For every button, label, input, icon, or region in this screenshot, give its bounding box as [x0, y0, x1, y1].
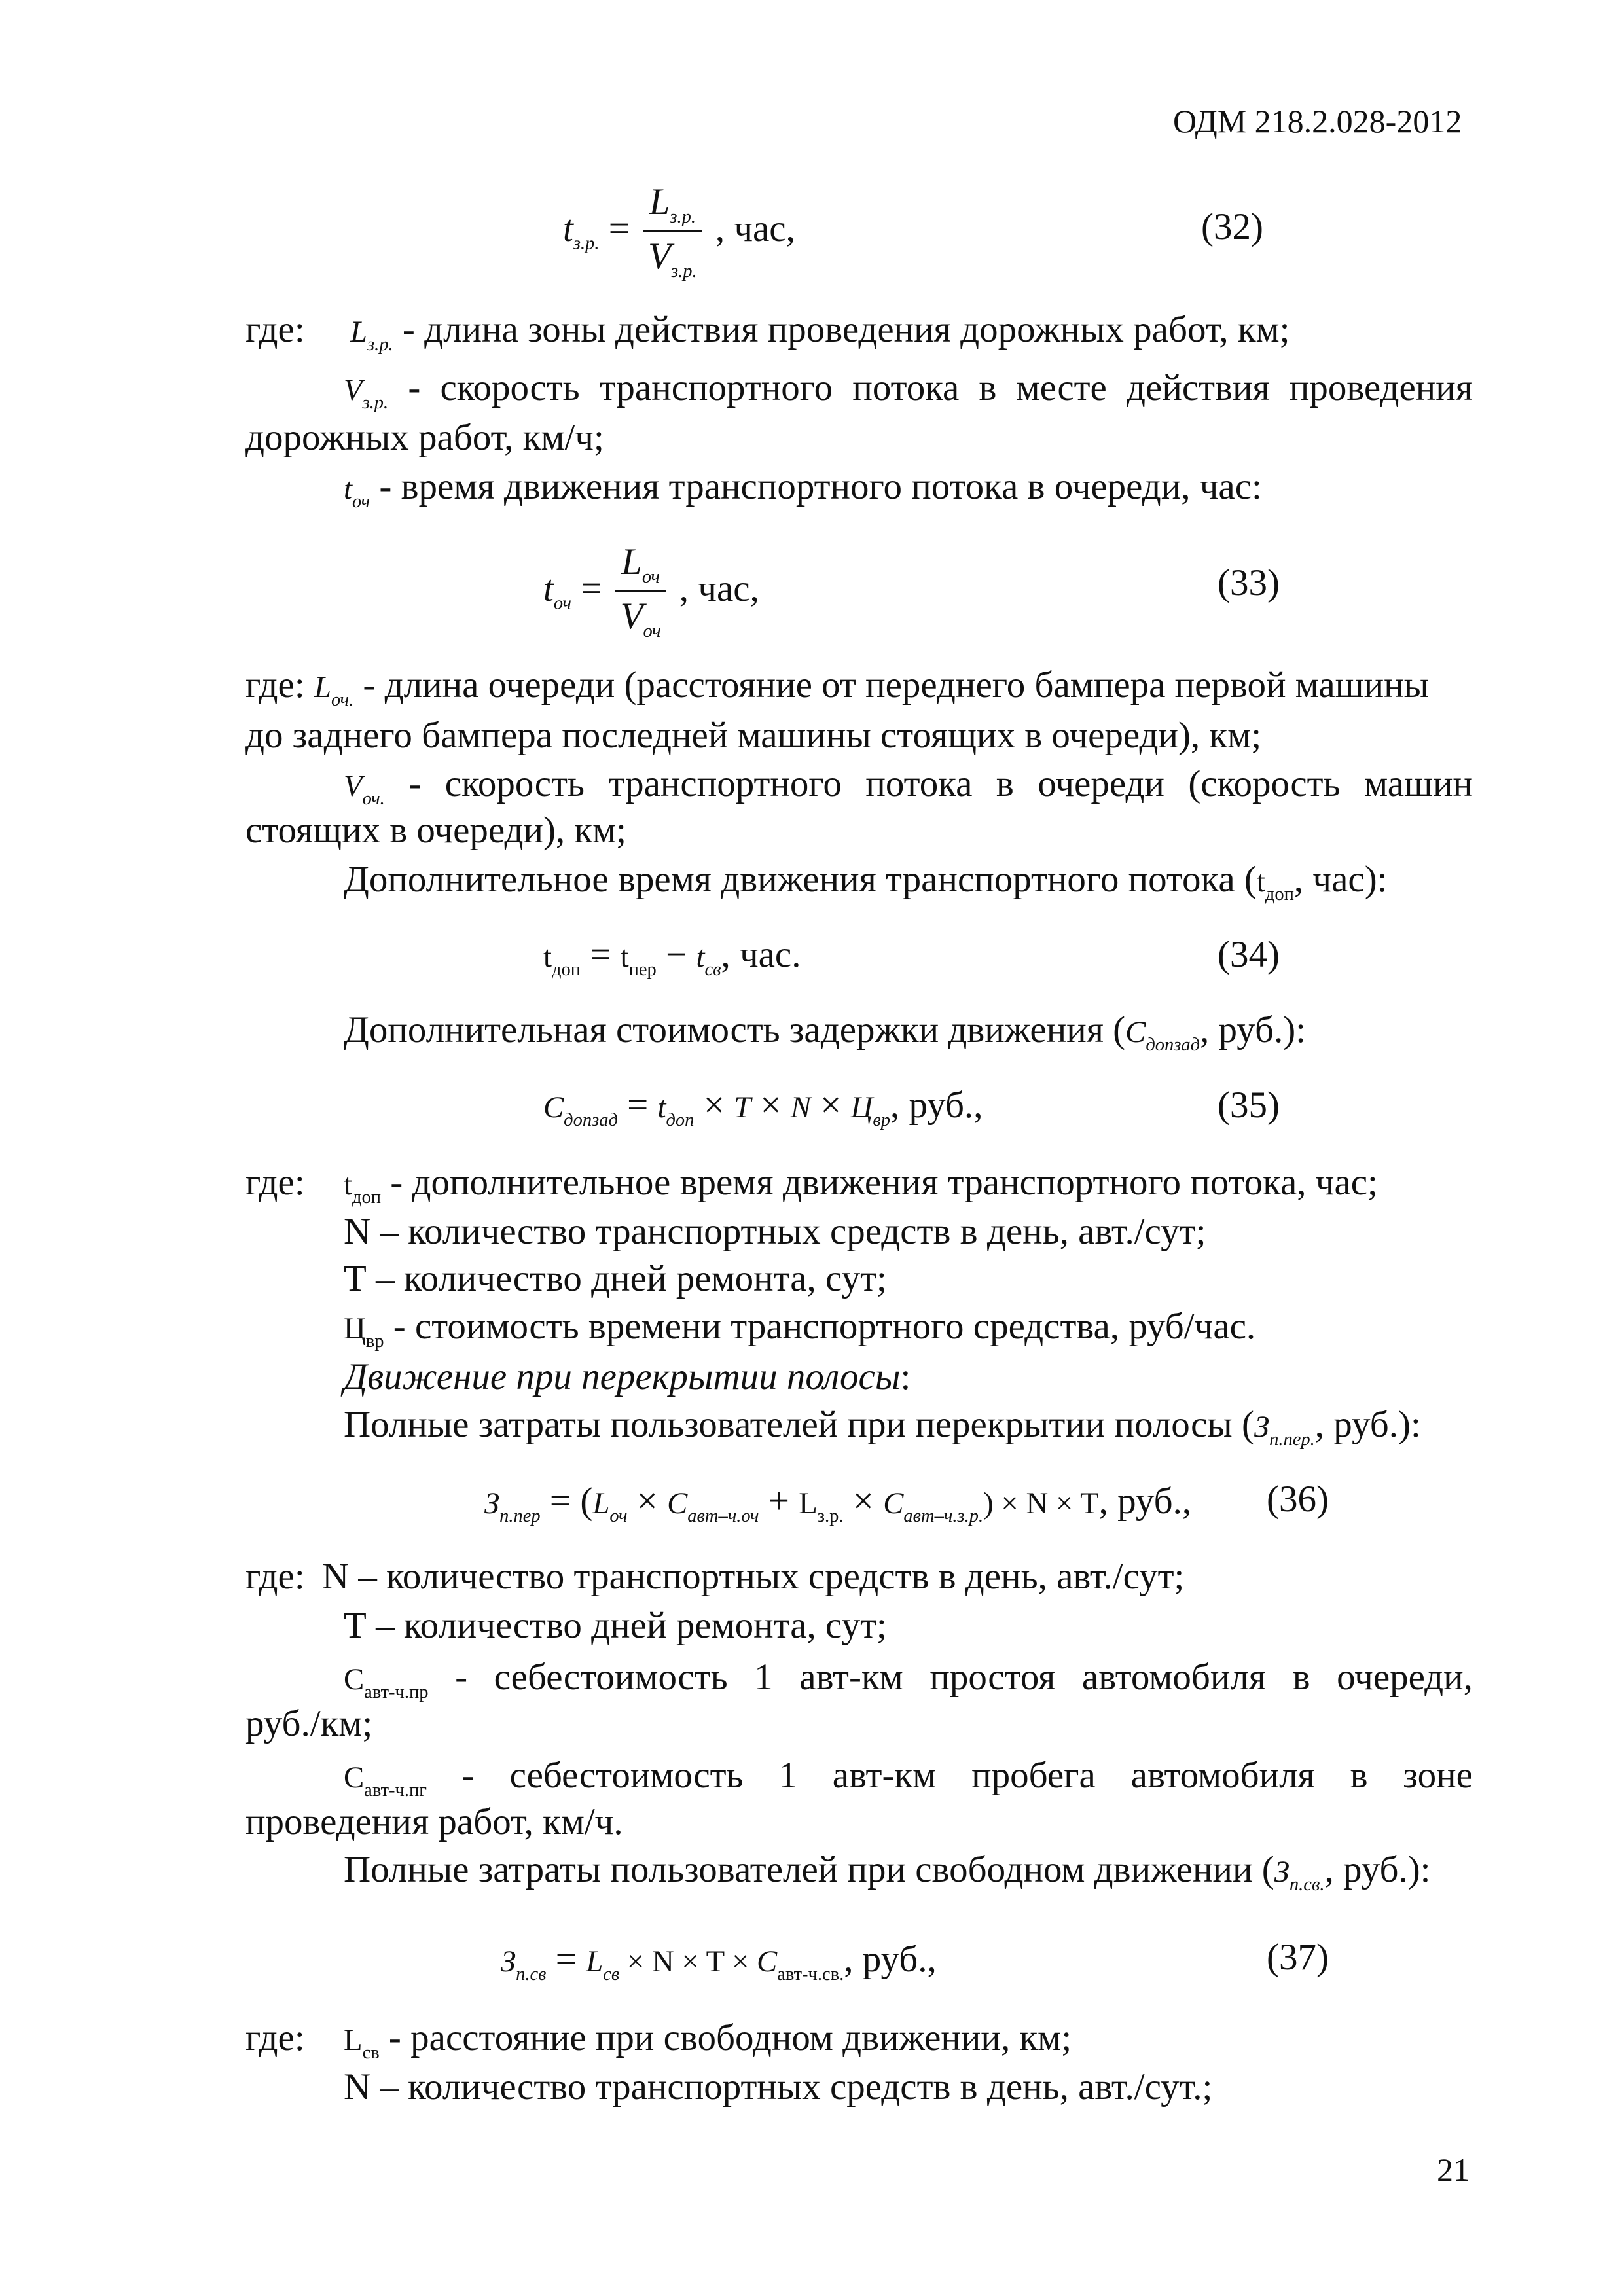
- eq35-times: ×: [810, 1085, 851, 1126]
- eq36-plus: +: [759, 1480, 799, 1522]
- equation-37-number: (37): [1267, 1937, 1329, 1978]
- eq36-c1: C: [667, 1486, 688, 1520]
- eq37-c: C: [757, 1945, 778, 1979]
- def36-c1-word: себестоимость: [494, 1657, 728, 1698]
- def36-c2-word: автомобиля: [1130, 1755, 1315, 1796]
- def32-length-line: [350, 311, 1290, 354]
- equation-35: [543, 1086, 983, 1130]
- def36-c1-symbol: С: [344, 1662, 365, 1696]
- page-number: 21: [1437, 2151, 1470, 2188]
- add-time-symbol: t: [1256, 865, 1265, 899]
- add-cost-sub: допзад: [1146, 1034, 1200, 1055]
- eq35-c-sub: допзад: [564, 1109, 618, 1130]
- def37-n-line: N – количество транспортных средств в день, авт./сут.;: [344, 2066, 1213, 2108]
- def36-c2-line: [344, 1754, 1473, 1801]
- add-time-sub: доп: [1265, 884, 1294, 905]
- eq35-ts-sub: вр: [873, 1109, 890, 1130]
- eq33-lhs-sub: оч: [553, 593, 571, 614]
- def32-v-word: -: [408, 367, 421, 408]
- def32-v-word: скорость: [440, 367, 580, 408]
- equation-37: [501, 1941, 937, 1984]
- def33-length-cont: до заднего бампера последней машины стоящих в очереди), км;: [245, 715, 1262, 756]
- def32-l-sub: з.р.: [367, 334, 393, 355]
- eq32-lhs: t: [563, 207, 573, 249]
- eq37-l-sub: св: [603, 1964, 620, 1984]
- eq34-minus: −: [656, 934, 696, 975]
- eq32-lhs-sub: з.р.: [573, 233, 600, 254]
- full-costs-lane-symbol: З: [1254, 1410, 1270, 1444]
- eq34-t1: t: [543, 940, 552, 974]
- equation-36-number: (36): [1267, 1479, 1329, 1520]
- eq35-times: ×: [694, 1085, 734, 1126]
- equation-33-number: (33): [1218, 562, 1280, 603]
- eq36-c2-sub: авт–ч.з.р.: [903, 1505, 984, 1526]
- def33-v-sub: оч.: [362, 788, 385, 809]
- eq35-t: t: [657, 1090, 666, 1124]
- eq35-ts: Ц: [850, 1090, 873, 1124]
- def32-gde: где:: [245, 309, 305, 350]
- def36-t-line: Т – количество дней ремонта, сут;: [344, 1605, 887, 1646]
- def36-c2-word: себестоимость: [509, 1755, 744, 1796]
- eq37-z-sub: п.св: [516, 1964, 547, 1984]
- eq36-c2: C: [883, 1486, 904, 1520]
- equation-34-number: (34): [1218, 934, 1280, 975]
- def36-c2-symbol: С: [344, 1761, 365, 1795]
- eq32-denominator-sub: з.р.: [670, 261, 697, 282]
- def33-v-word: -: [408, 763, 422, 804]
- def36-c1-word: автомобиля: [1081, 1657, 1267, 1698]
- eq32-numerator: L: [649, 181, 670, 223]
- equation-36: [484, 1482, 1191, 1526]
- def32-v-sub: з.р.: [362, 392, 389, 413]
- section-heading: [344, 1358, 911, 1395]
- def36-c1-word: в: [1292, 1657, 1310, 1698]
- full-costs-lane-after: , руб.):: [1314, 1404, 1421, 1445]
- def32-t-symbol: t: [344, 472, 352, 506]
- def36-c1-symbol-wrap: [344, 1656, 428, 1703]
- def37-l-symbol: L: [344, 2023, 363, 2057]
- eq33-numerator-sub: оч: [641, 566, 660, 587]
- def33-length-line: [245, 666, 1429, 709]
- eq33-lhs: t: [543, 567, 554, 609]
- def36-c1-word: -: [455, 1657, 468, 1698]
- add-cost-symbol: C: [1125, 1015, 1146, 1049]
- def36-c2-symbol-wrap: [344, 1754, 427, 1801]
- def33-v-word: транспортного: [608, 763, 842, 804]
- eq36-z-sub: п.пер: [499, 1505, 541, 1526]
- def33-v-word: скорость: [444, 763, 585, 804]
- eq37-c-sub: авт-ч.св.: [777, 1964, 844, 1984]
- def36-c1-cont: руб./км;: [245, 1703, 373, 1744]
- eq33-denominator: V: [620, 596, 643, 637]
- def35-time-line: [344, 1164, 1378, 1207]
- def36-c1-word: авт-км: [799, 1657, 903, 1698]
- full-costs-lane-paragraph: [344, 1406, 1421, 1449]
- add-cost-after: , руб.):: [1200, 1009, 1307, 1050]
- def32-t-text: - время движения транспортного потока в очереди, час:: [379, 466, 1262, 507]
- def36-c1-word: 1: [754, 1657, 773, 1698]
- eq36-unit: , руб.,: [1098, 1480, 1192, 1522]
- eq36-z: З: [484, 1486, 500, 1520]
- full-costs-free-symbol: З: [1274, 1855, 1290, 1889]
- eq33-unit: , час,: [679, 567, 759, 609]
- eq36-close: ) × N × T: [983, 1486, 1099, 1520]
- def35-t-text: - дополнительное время движения транспортного потока, час;: [390, 1162, 1378, 1203]
- equation-32: [563, 183, 795, 281]
- eq36-times: ×: [627, 1480, 668, 1522]
- section-heading-text: Движение при перекрытии полосы: [344, 1356, 901, 1397]
- eq36-times: ×: [843, 1480, 884, 1522]
- eq35-c: C: [543, 1090, 564, 1124]
- def37-gde: где:: [245, 2017, 305, 2058]
- def37-l-sub: св: [362, 2042, 380, 2063]
- additional-cost-paragraph: [344, 1011, 1306, 1054]
- eq36-l1-sub: оч: [609, 1505, 628, 1526]
- def33-l-text: - длина очереди (расстояние от переднего бампера первой машины: [363, 664, 1429, 706]
- def35-ts-symbol: Ц: [344, 1312, 366, 1346]
- def35-t-sub: доп: [352, 1187, 381, 1208]
- eq37-mult: × N × T ×: [619, 1945, 757, 1979]
- def32-v-word: потока: [852, 367, 960, 408]
- def37-l-text: - расстояние при свободном движении, км;: [388, 2017, 1072, 2058]
- def33-speed-cont: стоящих в очереди), км;: [245, 810, 627, 851]
- def32-speed-line: [344, 367, 1473, 414]
- def36-c1-sub: авт-ч.пр: [364, 1681, 429, 1702]
- eq35-T: T: [734, 1090, 751, 1124]
- eq34-t1-sub: доп: [551, 959, 581, 980]
- add-cost-text: Дополнительная стоимость задержки движения (: [344, 1009, 1126, 1050]
- def36-c1-word: простоя: [929, 1657, 1056, 1698]
- def36-c2-word: пробега: [971, 1755, 1096, 1796]
- def33-v-word: потока: [865, 763, 973, 804]
- eq35-unit: , руб.,: [890, 1085, 983, 1126]
- eq32-denominator: V: [648, 236, 671, 278]
- def32-v-symbol-wrap: [344, 367, 388, 414]
- def36-c2-word: зоне: [1403, 1755, 1473, 1796]
- eq36-open: = (: [540, 1480, 593, 1522]
- eq35-N: N: [790, 1090, 811, 1124]
- def35-ts-text: - стоимость времени транспортного средства, руб/час.: [393, 1306, 1256, 1347]
- eq37-equals: =: [546, 1939, 586, 1980]
- eq36-l2-sub: з.р.: [817, 1505, 844, 1526]
- def35-n-line: N – количество транспортных средств в день, авт./сут;: [344, 1211, 1206, 1252]
- equation-34: [543, 936, 801, 979]
- add-time-after: , час):: [1293, 859, 1388, 900]
- eq35-t-sub: доп: [666, 1109, 695, 1130]
- def32-time-line: [344, 468, 1262, 511]
- def37-l-line: [344, 2019, 1072, 2062]
- def33-v-word: (скорость: [1188, 763, 1341, 804]
- def32-v-word: месте: [1016, 367, 1107, 408]
- equation-32-number: (32): [1201, 206, 1263, 247]
- def36-c2-word: в: [1350, 1755, 1368, 1796]
- eq34-t3: t: [696, 940, 705, 974]
- def35-t-line: Т – количество дней ремонта, сут;: [344, 1258, 887, 1299]
- eq35-equals: =: [617, 1085, 658, 1126]
- equation-33: [543, 543, 759, 641]
- def36-c1-line: [344, 1656, 1473, 1703]
- def35-t-symbol: t: [344, 1168, 352, 1202]
- eq37-unit: , руб.,: [844, 1939, 937, 1980]
- def35-price-line: [344, 1308, 1255, 1351]
- def33-v-word: очереди: [1038, 763, 1164, 804]
- def36-c2-sub: авт-ч.пг: [364, 1780, 427, 1801]
- eq37-z: З: [501, 1945, 516, 1979]
- full-costs-lane-text: Полные затраты пользователей при перекрытии полосы (: [344, 1404, 1254, 1445]
- def33-v-symbol-wrap: [344, 762, 385, 810]
- eq33-fraction: [615, 543, 666, 641]
- eq36-c1-sub: авт–ч.оч: [687, 1505, 759, 1526]
- def33-v-word: в: [996, 763, 1014, 804]
- section-heading-colon: :: [900, 1356, 911, 1397]
- def32-l-symbol: L: [350, 315, 367, 349]
- equation-35-number: (35): [1218, 1085, 1280, 1126]
- def32-speed-cont: дорожных работ, км/ч;: [245, 417, 604, 458]
- def32-t-sub: оч: [352, 491, 370, 512]
- eq32-equals: =: [608, 207, 640, 249]
- add-time-text: Дополнительное время движения транспортного потока (: [344, 859, 1257, 900]
- eq34-equals: =: [581, 934, 621, 975]
- def32-v-word: проведения: [1289, 367, 1473, 408]
- def33-v-word: машин: [1364, 763, 1473, 804]
- eq36-l2: L: [799, 1486, 818, 1520]
- eq32-numerator-sub: з.р.: [670, 206, 696, 227]
- eq35-times: ×: [751, 1085, 791, 1126]
- eq32-fraction: [643, 183, 702, 281]
- def32-v-symbol: V: [344, 373, 363, 407]
- eq37-l: L: [586, 1945, 604, 1979]
- def32-v-word: в: [979, 367, 997, 408]
- def36-c2-word: авт-км: [832, 1755, 937, 1796]
- def35-ts-sub: вр: [365, 1331, 384, 1352]
- eq34-unit: , час.: [721, 934, 801, 975]
- def36-c2-cont: проведения работ, км/ч.: [245, 1801, 623, 1842]
- def33-l-symbol: L: [314, 670, 331, 704]
- eq34-t3-sub: св: [704, 959, 721, 980]
- eq36-l1: L: [592, 1486, 610, 1520]
- def32-l-text: - длина зоны действия проведения дорожных работ, км;: [402, 309, 1290, 350]
- def36-gde: где:: [245, 1556, 305, 1597]
- full-costs-free-after: , руб.):: [1324, 1849, 1431, 1890]
- full-costs-free-sub: п.св.: [1289, 1874, 1325, 1895]
- def33-gde: где:: [245, 664, 305, 706]
- def36-c1-word: очереди,: [1337, 1657, 1473, 1698]
- def36-c2-word: -: [461, 1755, 475, 1796]
- def33-l-sub: оч.: [331, 689, 354, 710]
- document-code: ОДМ 218.2.028-2012: [1173, 103, 1462, 139]
- eq33-numerator: L: [621, 541, 642, 583]
- def36-n-line: [245, 1558, 1184, 1595]
- def33-v-symbol: V: [344, 769, 363, 803]
- eq34-t2: t: [620, 940, 629, 974]
- full-costs-free-text: Полные затраты пользователей при свободном движении (: [344, 1849, 1274, 1890]
- full-costs-free-paragraph: [344, 1851, 1431, 1894]
- def36-c2-word: 1: [778, 1755, 797, 1796]
- def32-v-word: транспортного: [599, 367, 833, 408]
- eq32-unit: , час,: [715, 207, 795, 249]
- def36-n-text: N – количество транспортных средств в день, авт./сут;: [321, 1556, 1185, 1597]
- eq34-t2-sub: пер: [628, 959, 657, 980]
- def32-v-word: действия: [1127, 367, 1270, 408]
- full-costs-lane-sub: п.пер.: [1269, 1429, 1315, 1450]
- additional-time-paragraph: [344, 861, 1388, 904]
- def33-speed-line: [344, 762, 1473, 810]
- eq33-denominator-sub: оч: [643, 621, 661, 642]
- def35-gde: где:: [245, 1162, 305, 1203]
- eq33-equals: =: [581, 567, 611, 609]
